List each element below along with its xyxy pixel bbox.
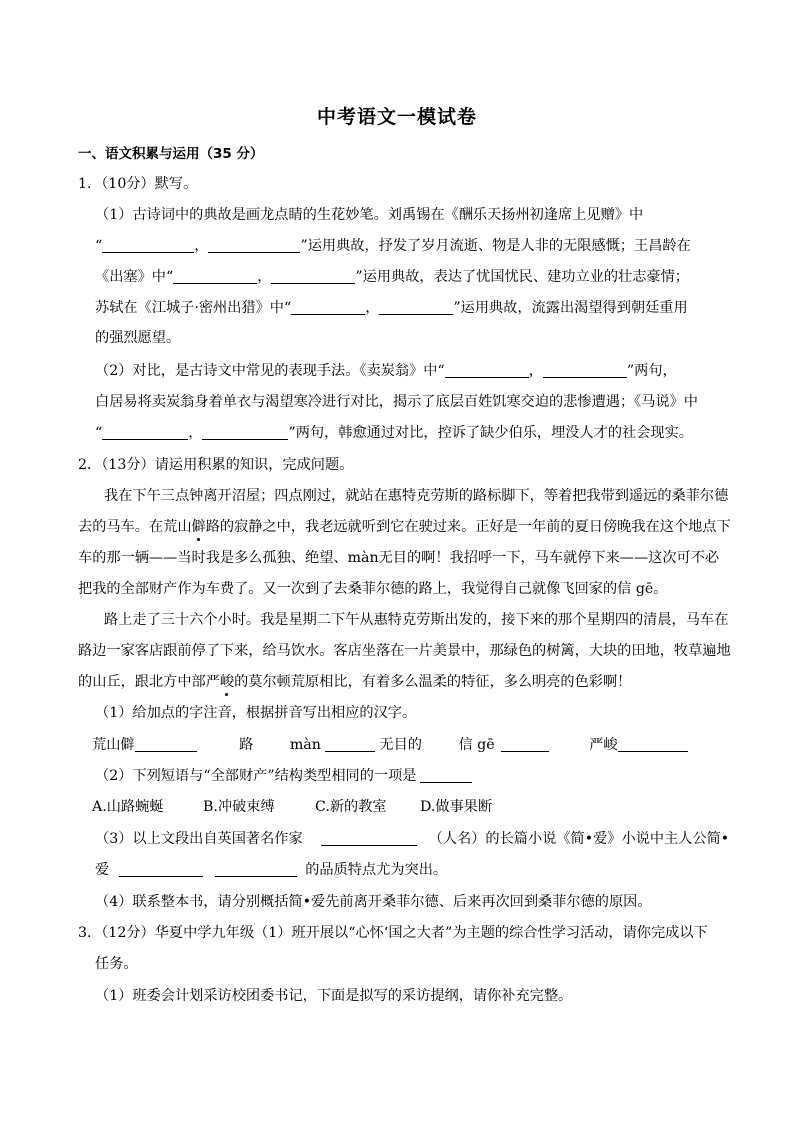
dotted-char: 峻	[219, 674, 235, 690]
answer-blank[interactable]	[445, 363, 529, 378]
passage-line: 把我的全部财产作为车费了。又一次到了去桑菲尔德的路上，我觉得自己就像飞回家的信 gē。	[78, 581, 668, 597]
answer-blank[interactable]	[119, 862, 203, 877]
answer-blank[interactable]	[202, 425, 288, 440]
section-heading: 一、语文积累与运用（35 分）	[78, 146, 264, 162]
q3-heading-line1: 3．（12分）华夏中学九年级（1）班开展以“心怀‘国之大者”为主题的综合性学习活动，请你完成以下	[78, 925, 708, 941]
option-b[interactable]: B.冲破束缚	[203, 799, 275, 815]
q2-sub1: （1）给加点的字注音，根据拼音写出相应的汉字。	[95, 705, 417, 721]
answer-blank[interactable]	[271, 269, 355, 284]
answer-blank[interactable]	[208, 238, 300, 253]
q1-p2-line1: （2）对比，是古诗文中常见的表现手法。《卖炭翁》中“ ， ”两句，	[95, 363, 677, 379]
q1-p1-line5: 的强烈愿望。	[95, 330, 181, 346]
q1-p2-line2: 白居易将卖炭翁身着单衣与渴望寒冷进行对比，揭示了底层百姓饥寒交迫的悲惨遭遇；《马说》中	[95, 394, 698, 410]
dotted-char: 僻	[191, 519, 206, 535]
exam-title: 中考语文一模试卷	[316, 106, 477, 128]
passage-line: 车的那一辆——当时我是多么孤独、绝望、màn无目的啊！我招呼一下，马车就停下来——这次可不必	[78, 550, 720, 566]
q3-heading-line2: 任务。	[95, 956, 138, 972]
q1-p1-line1: （1）古诗词中的典故是画龙点睛的生花妙笔。刘禹锡在《酬乐天扬州初逢席上见赠》中	[95, 207, 644, 223]
q1-heading: 1．（10分）默写。	[78, 176, 198, 192]
q2-sub3-line1: （3）以上文段出自英国著名作家 （人名）的长篇小说《简•爱》小说中主人公简•	[95, 831, 730, 847]
q1-p2-line3: “ ， ”两句，韩愈通过对比，控诉了缺少伯乐，埋没人才的社会现实。	[95, 425, 693, 441]
q1-p1-line3: 《出塞》中“ ， ”运用典故，表达了忧国忧民、建功立业的壮志豪情；	[95, 269, 689, 285]
q1-p1-line4: 苏轼在《江城子·密州出猎》中“ ， ”运用典故，流露出渴望得到朝廷重用	[95, 300, 688, 316]
answer-blank[interactable]	[215, 862, 297, 877]
q2-sub2: （2）下列短语与“全部财产”结构类型相同的一项是	[95, 766, 472, 786]
answer-blank[interactable]	[379, 300, 453, 315]
answer-blank[interactable]	[321, 831, 417, 846]
q3-sub1: （1）班委会计划采访校团委书记，下面是拟写的采访提纲，请你补充完整。	[95, 988, 573, 1004]
passage-line: 我在下午三点钟离开沼屋；四点刚过，就站在惠特克劳斯的路标脚下，等着把我带到遥远的桑菲尔德	[104, 488, 729, 504]
passage-line: 去的马车。在荒山僻路的寂静之中，我老远就听到它在驶过来。正好是一年前的夏日傍晚我在这个地点下	[78, 519, 731, 535]
answer-blank[interactable]	[102, 425, 188, 440]
answer-blank[interactable]	[135, 737, 197, 752]
q2-sub1-items: 荒山僻 路 màn 无目的 信 gē 严峻	[92, 735, 688, 755]
option-d[interactable]: D.做事果断	[420, 799, 493, 815]
passage-line: 的山丘，跟北方中部严峻的莫尔顿荒原相比，有着多么温柔的特征，多么明亮的色彩啊！	[78, 674, 632, 690]
q2-options	[92, 797, 492, 817]
q2-sub4: （4）联系整本书，请分别概括简•爱先前离开桑菲尔德、后来再次回到桑菲尔德的原因。	[95, 894, 652, 910]
answer-blank[interactable]	[291, 300, 365, 315]
passage-line: 路边一家客店跟前停了下来，给马饮水。客店坐落在一片美景中，那绿色的树篱，大块的田地，牧草遍地	[78, 643, 731, 659]
answer-blank[interactable]	[173, 269, 257, 284]
answer-blank[interactable]	[102, 238, 194, 253]
option-c[interactable]: C.新的教室	[315, 799, 387, 815]
q2-sub3-line2: 爱 的品质特点尤为突出。	[95, 862, 448, 878]
answer-blank[interactable]	[501, 737, 549, 752]
passage-line: 路上走了三十六个小时。我是星期二下午从惠特克劳斯出发的，接下来的那个星期四的清晨，马车在	[104, 612, 729, 628]
answer-blank[interactable]	[325, 737, 375, 752]
q1-p1-line2: “ ， ”运用典故，抒发了岁月流逝、物是人非的无限感慨；王昌龄在	[95, 238, 691, 254]
answer-blank[interactable]	[420, 768, 472, 783]
answer-blank[interactable]	[543, 363, 627, 378]
answer-blank[interactable]	[618, 737, 688, 752]
option-a[interactable]: A.山路蜿蜒	[92, 799, 164, 815]
q2-heading: 2．（13分）请运用积累的知识，完成问题。	[78, 457, 354, 473]
